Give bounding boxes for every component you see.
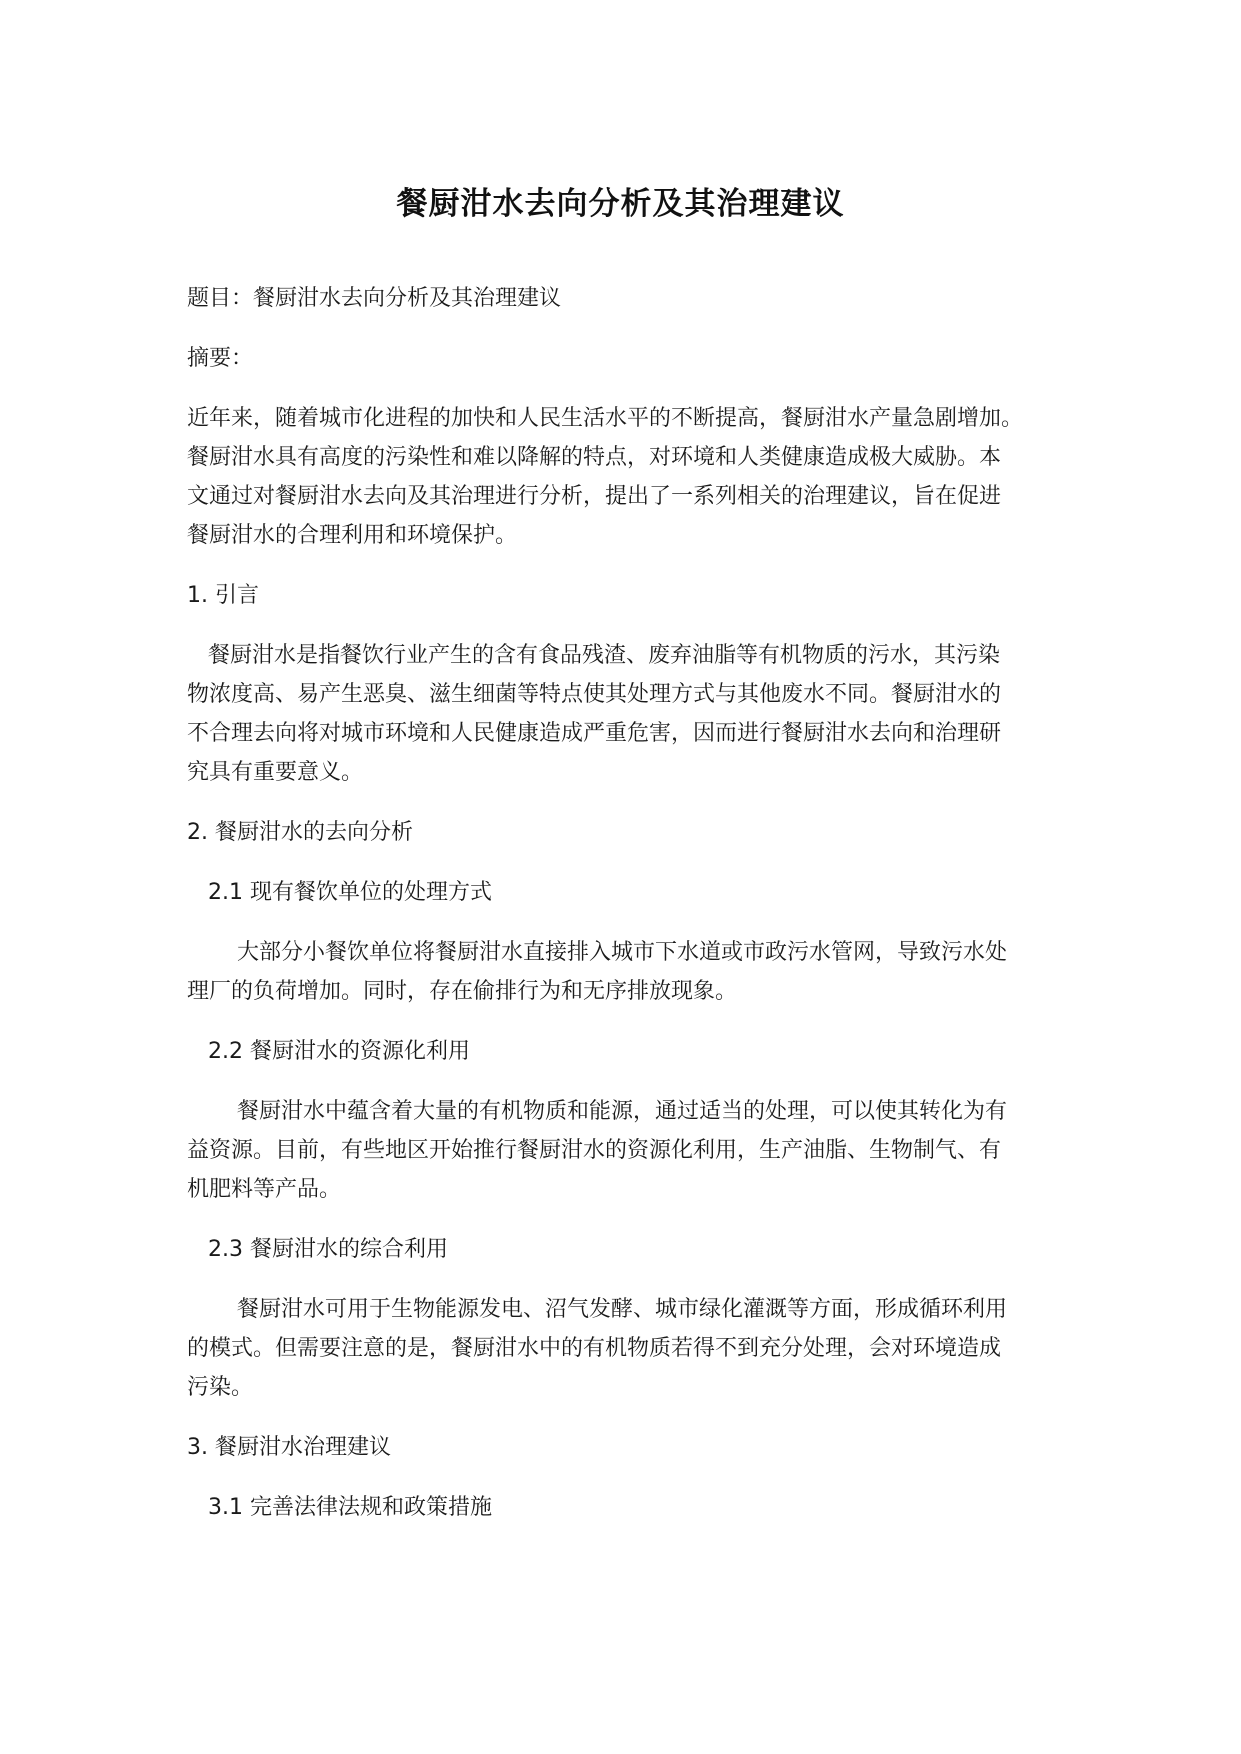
section-heading: 1. 引言: [187, 583, 259, 608]
paragraph-line: 物浓度高、易产生恶臭、滋生细菌等特点使其处理方式与其他废水不同。餐厨泔水的: [187, 682, 1002, 707]
paragraph-line: 餐厨泔水是指餐饮行业产生的含有食品残渣、废弃油脂等有机物质的污水，其污染: [208, 643, 1001, 668]
paragraph-line: 餐厨泔水可用于生物能源发电、沼气发酵、城市绿化灌溉等方面，形成循环利用: [237, 1297, 1008, 1322]
paragraph-line: 大部分小餐饮单位将餐厨泔水直接排入城市下水道或市政污水管网，导致污水处: [237, 940, 1008, 965]
abstract-line: 餐厨泔水的合理利用和环境保护。: [187, 523, 518, 548]
subsection-heading: 2.1 现有餐饮单位的处理方式: [208, 880, 492, 905]
abstract-label: 摘要：: [187, 346, 254, 371]
subsection-heading: 2.2 餐厨泔水的资源化利用: [208, 1039, 470, 1064]
paragraph-line: 究具有重要意义。: [187, 760, 364, 785]
section-heading: 3. 餐厨泔水治理建议: [187, 1435, 391, 1460]
paragraph-line: 益资源。目前，有些地区开始推行餐厨泔水的资源化利用，生产油脂、生物制气、有: [187, 1138, 1002, 1163]
paragraph-line: 理厂的负荷增加。同时，存在偷排行为和无序排放现象。: [187, 979, 738, 1004]
subsection-heading: 3.1 完善法律法规和政策措施: [208, 1495, 492, 1520]
topic-line: 题目：餐厨泔水去向分析及其治理建议: [187, 286, 562, 311]
paragraph-line: 不合理去向将对城市环境和人民健康造成严重危害，因而进行餐厨泔水去向和治理研: [187, 721, 1002, 746]
section-heading: 2. 餐厨泔水的去向分析: [187, 820, 413, 845]
abstract-line: 近年来，随着城市化进程的加快和人民生活水平的不断提高，餐厨泔水产量急剧增加。: [187, 406, 1024, 431]
abstract-line: 文通过对餐厨泔水去向及其治理进行分析，提出了一系列相关的治理建议，旨在促进: [187, 484, 1002, 509]
subsection-heading: 2.3 餐厨泔水的综合利用: [208, 1237, 448, 1262]
document-title: 餐厨泔水去向分析及其治理建议: [396, 186, 845, 222]
paragraph-line: 机肥料等产品。: [187, 1177, 342, 1202]
paragraph-line: 污染。: [187, 1375, 254, 1400]
paragraph-line: 的模式。但需要注意的是，餐厨泔水中的有机物质若得不到充分处理，会对环境造成: [187, 1336, 1002, 1361]
abstract-line: 餐厨泔水具有高度的污染性和难以降解的特点，对环境和人类健康造成极大威胁。本: [187, 445, 1002, 470]
paragraph-line: 餐厨泔水中蕴含着大量的有机物质和能源，通过适当的处理，可以使其转化为有: [237, 1099, 1008, 1124]
